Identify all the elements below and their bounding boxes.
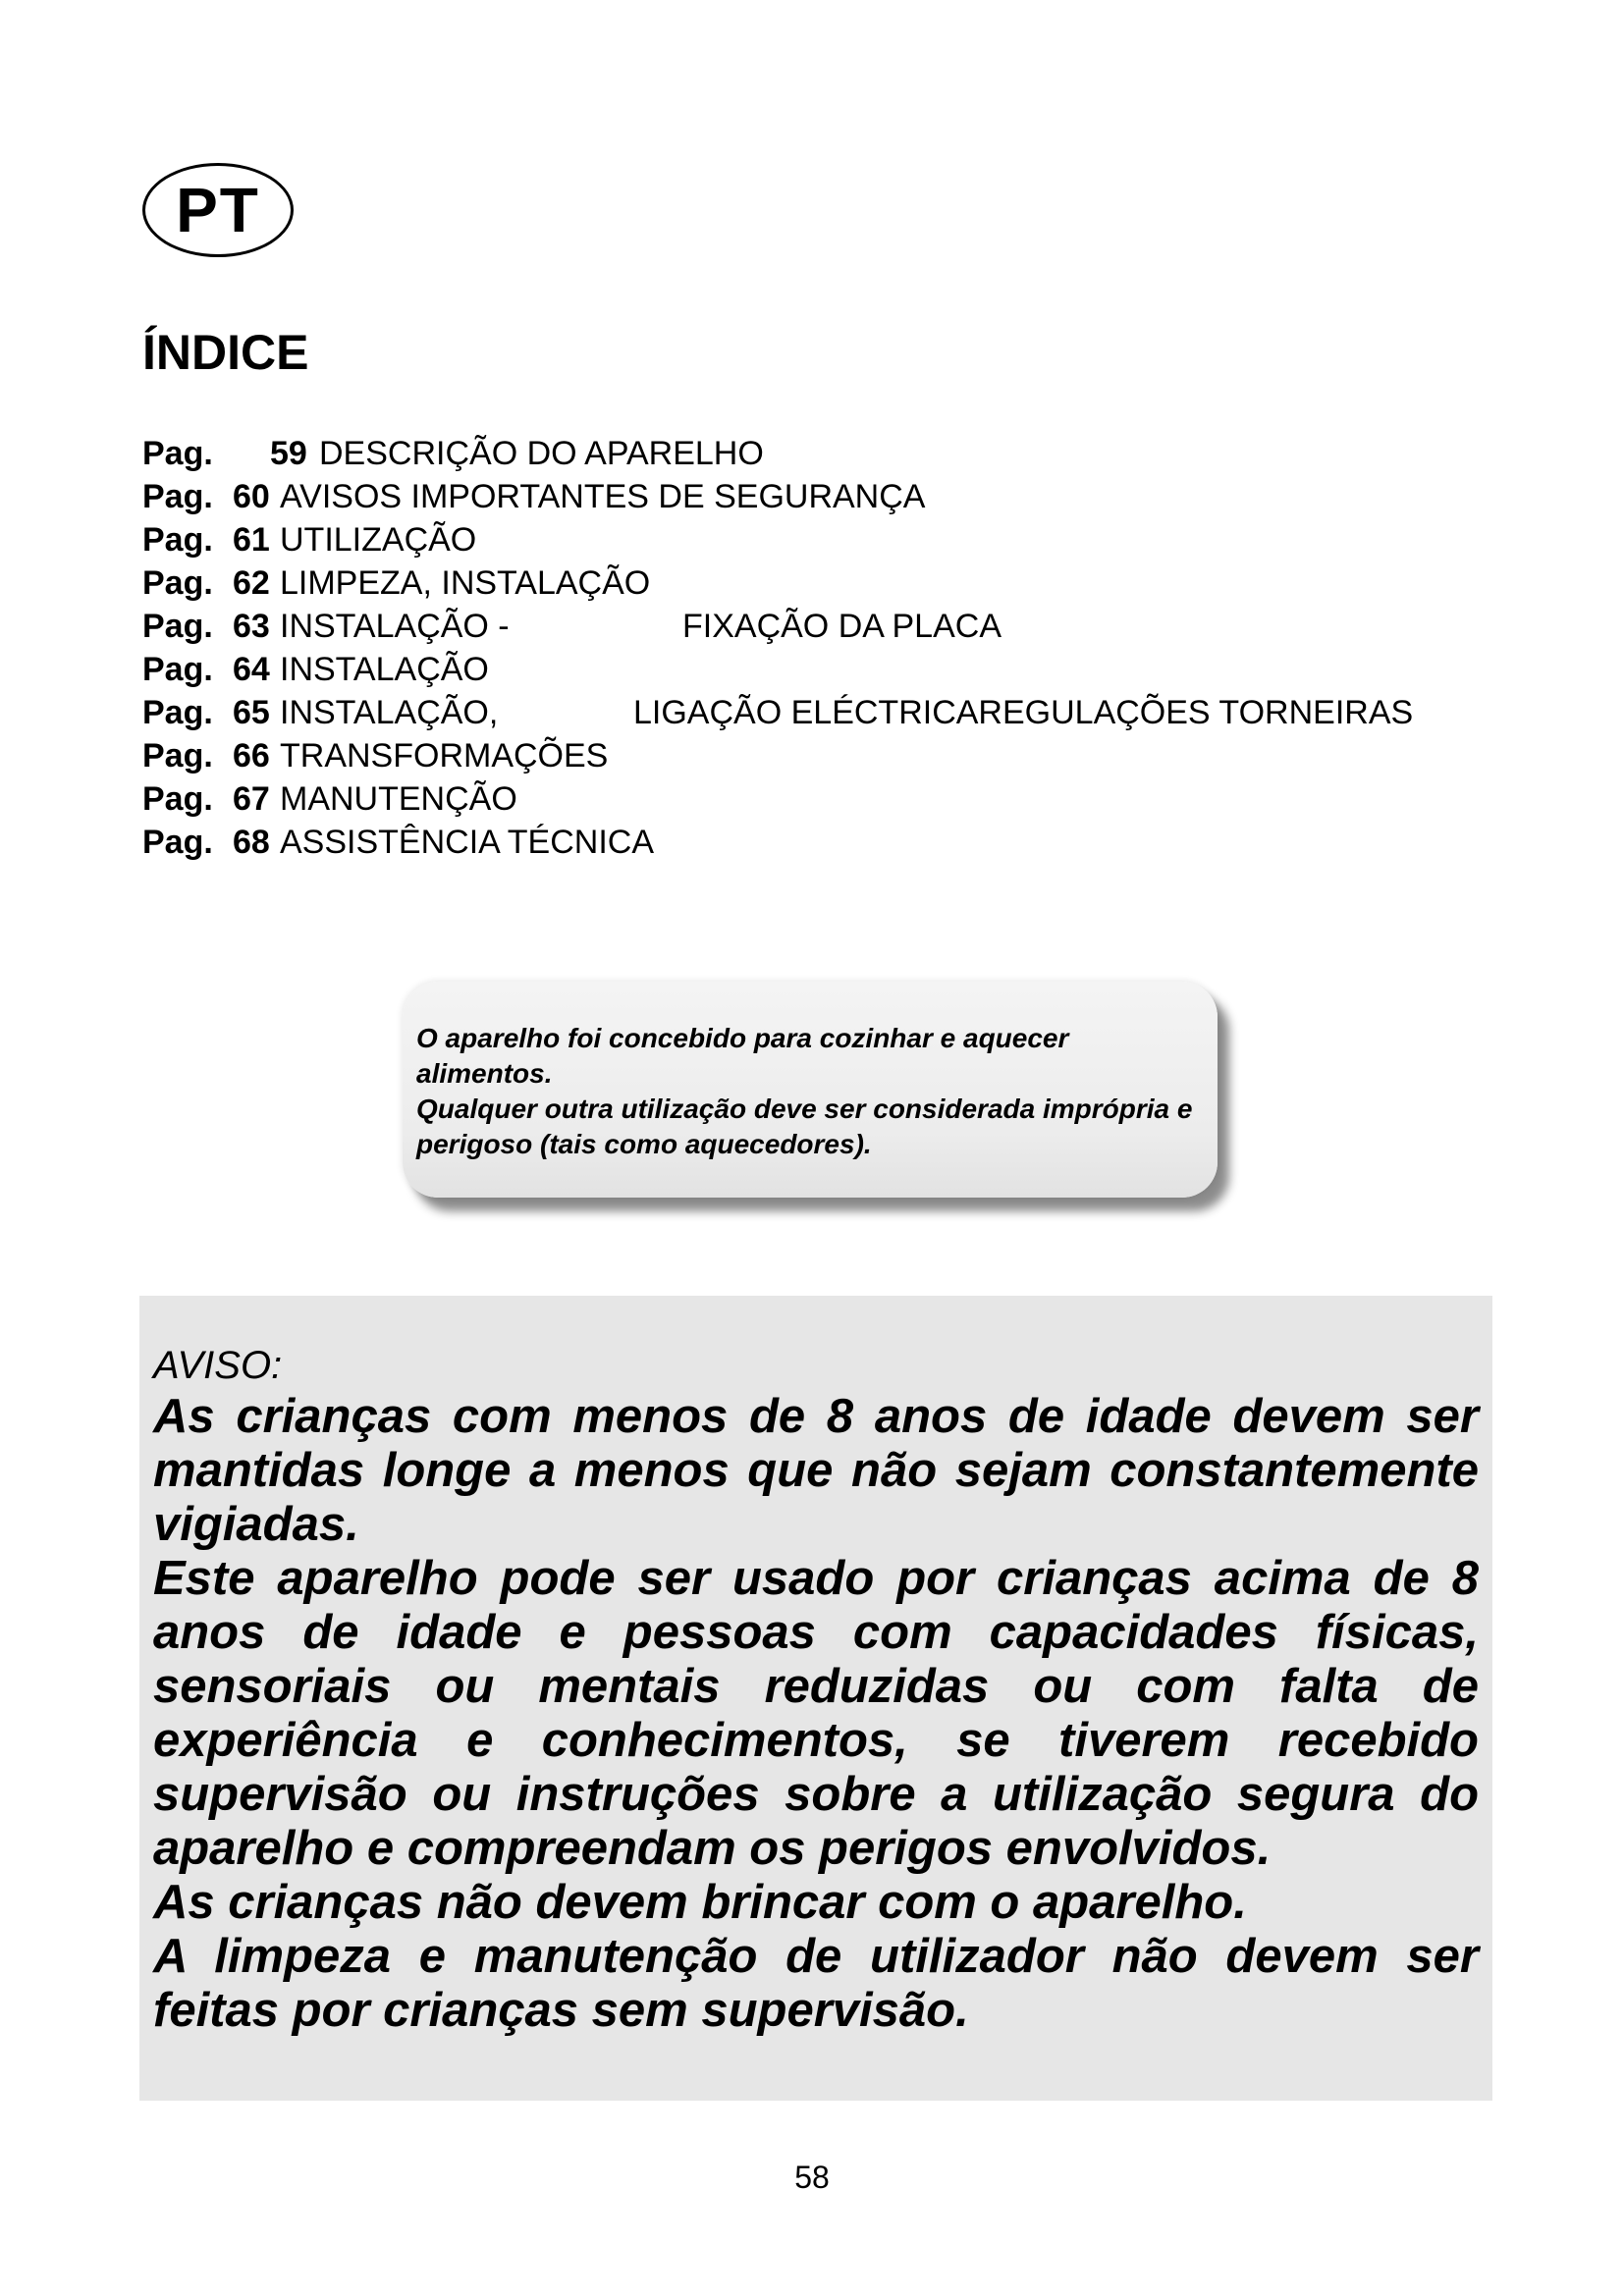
toc-pag-label: Pag. bbox=[142, 651, 213, 688]
warning-paragraph-1: As crianças com menos de 8 anos de idade devem ser mantidas longe a menos que não sejam constantemente vigiadas. bbox=[153, 1390, 1479, 1551]
warning-paragraph-2: Este aparelho pode ser usado por crianças acima de 8 anos de idade e pessoas com capacidades físicas, sensoriais ou mentais reduzidas ou com falta de experiência e conhecimentos, se tiverem recebido supervisão ou instruções sobre a utilização segura do aparelho e compreendam os perigos envolvidos. bbox=[153, 1552, 1479, 1875]
toc-page-number: 59 bbox=[270, 435, 307, 472]
toc-page-number: 60 bbox=[233, 478, 270, 515]
toc-page-number: 67 bbox=[233, 780, 270, 818]
toc-pag-label: Pag. bbox=[142, 780, 213, 818]
warning-paragraph-3: As crianças não devem brincar com o aparelho. bbox=[153, 1876, 1247, 1929]
page-title: ÍNDICE bbox=[142, 325, 309, 380]
toc-page-number: 64 bbox=[233, 651, 270, 688]
language-badge: PT bbox=[142, 163, 294, 257]
toc-section-title: ASSISTÊNCIA TÉCNICA bbox=[280, 824, 655, 861]
warning-paragraph-4: A limpeza e manutenção de utilizador não devem ser feitas por crianças sem supervisão. bbox=[153, 1930, 1479, 2037]
toc-pag-label: Pag. bbox=[142, 478, 213, 515]
warning-box bbox=[139, 1296, 1492, 2101]
toc-section-title: INSTALAÇÃO - bbox=[280, 608, 510, 645]
warning-title: AVISO: bbox=[153, 1344, 283, 1387]
toc-section-title: INSTALAÇÃO bbox=[280, 651, 489, 688]
toc-section-title: AVISOS IMPORTANTES DE SEGURANÇA bbox=[280, 478, 926, 515]
toc-pag-label: Pag. bbox=[142, 824, 213, 861]
toc-section-title: TRANSFORMAÇÕES bbox=[280, 737, 609, 774]
toc-section-subtitle: FIXAÇÃO DA PLACA bbox=[682, 608, 1001, 645]
toc-pag-label: Pag. bbox=[142, 564, 213, 602]
usage-notice-line-2: Qualquer outra utilização deve ser considerada imprópria e perigoso (tais como aquecedores). bbox=[416, 1094, 1193, 1159]
toc-section-subtitle: LIGAÇÃO ELÉCTRICAREGULAÇÕES TORNEIRAS bbox=[633, 694, 1414, 731]
toc-page-number: 66 bbox=[233, 737, 270, 774]
toc-page-number: 68 bbox=[233, 824, 270, 861]
page-number: 58 bbox=[794, 2160, 830, 2195]
toc-section-title: LIMPEZA, INSTALAÇÃO bbox=[280, 564, 651, 602]
toc-pag-label: Pag. bbox=[142, 737, 213, 774]
toc-pag-label: Pag. bbox=[142, 435, 213, 472]
toc-section-title: UTILIZAÇÃO bbox=[280, 521, 477, 559]
toc-page-number: 61 bbox=[233, 521, 270, 559]
toc-section-title: MANUTENÇÃO bbox=[280, 780, 517, 818]
toc-page-number: 63 bbox=[233, 608, 270, 645]
toc-page-number: 65 bbox=[233, 694, 270, 731]
usage-notice-line-1: O aparelho foi concebido para cozinhar e aquecer alimentos. bbox=[416, 1023, 1069, 1089]
toc-pag-label: Pag. bbox=[142, 608, 213, 645]
toc-section-title: DESCRIÇÃO DO APARELHO bbox=[319, 435, 764, 472]
usage-notice-box bbox=[403, 982, 1218, 1198]
toc-pag-label: Pag. bbox=[142, 694, 213, 731]
toc-section-title: INSTALAÇÃO, bbox=[280, 694, 499, 731]
toc-page-number: 62 bbox=[233, 564, 270, 602]
toc-pag-label: Pag. bbox=[142, 521, 213, 559]
